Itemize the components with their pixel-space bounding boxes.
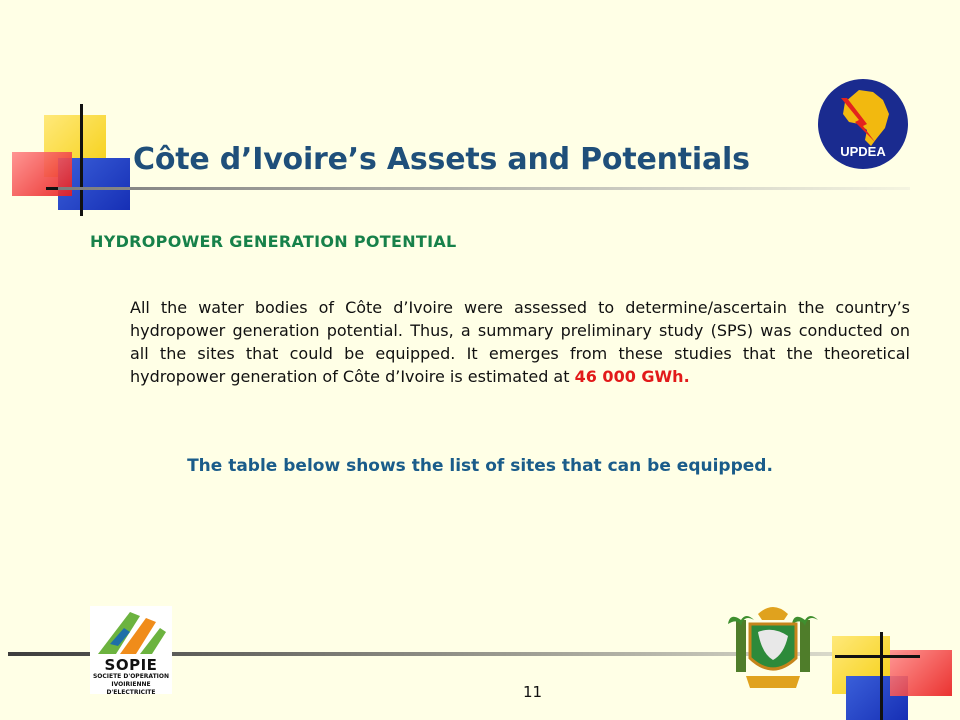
slide-title: Côte d’Ivoire’s Assets and Potentials xyxy=(133,142,750,177)
decor-vertical-line xyxy=(80,104,83,216)
generation-estimate: 46 000 GWh. xyxy=(574,367,690,386)
page-number: 11 xyxy=(522,683,543,701)
coat-of-arms-icon xyxy=(728,602,818,694)
title-divider xyxy=(58,187,910,190)
section-subheading: HYDROPOWER GENERATION POTENTIAL xyxy=(90,232,457,251)
sopie-logo-name: SOPIE xyxy=(104,656,158,674)
body-paragraph xyxy=(130,296,910,388)
table-intro-text: The table below shows the list of sites that can be equipped. xyxy=(187,456,773,476)
decor-vertical-line-br xyxy=(880,632,883,720)
sopie-logo-line1: SOCIETE D'OPERATION xyxy=(92,673,170,680)
sopie-logo-line2: IVOIRIENNE D'ELECTRICITE xyxy=(106,681,156,696)
updea-logo xyxy=(815,76,911,172)
updea-logo-text: UPDEA xyxy=(840,144,886,159)
paragraph-text: All the water bodies of Côte d’Ivoire were assessed to determine/ascertain the country’s hydropower generation potential. Thus, a summary preliminary study (SPS) was conducted on all the sites that could be equipped. It emerges from these studies that the theoretical hydropower generation of Côte d’Ivoire is estimated at xyxy=(130,298,910,386)
sopie-emblem-icon xyxy=(90,606,172,658)
decor-horizontal-line-br xyxy=(835,655,920,658)
